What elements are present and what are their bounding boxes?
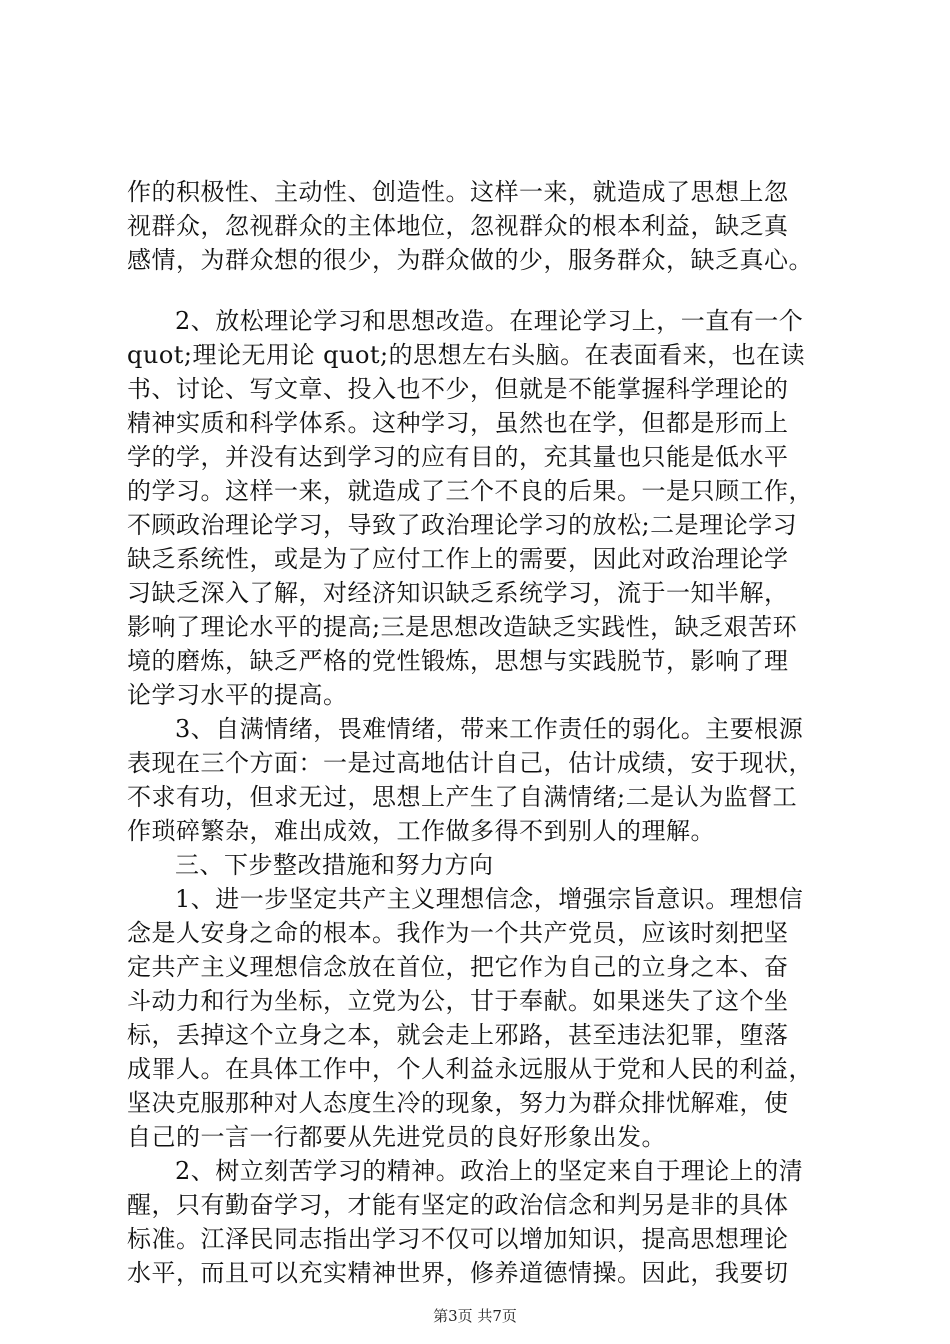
text-line: 3、自满情绪，畏难情绪，带来工作责任的弱化。主要根源 — [175, 715, 804, 743]
text-line: 缺乏系统性，或是为了应付工作上的需要，因此对政治理论学 — [127, 545, 789, 573]
text-line: 自己的一言一行都要从先进党员的良好形象出发。 — [127, 1123, 666, 1151]
text-line: 境的磨炼，缺乏严格的党性锻炼，思想与实践脱节，影响了理 — [127, 647, 789, 675]
text-line: 习缺乏深入了解，对经济知识缺乏系统学习，流于一知半解， — [127, 579, 789, 607]
text-line: 念是人安身之命的根本。我作为一个共产党员，应该时刻把坚 — [127, 919, 789, 947]
text-line: 不顾政治理论学习，导致了政治理论学习的放松;二是理论学习 — [127, 511, 798, 539]
text-line: 视群众，忽视群众的主体地位，忽视群众的根本利益，缺乏真 — [127, 212, 789, 240]
text-line: 书、讨论、写文章、投入也不少，但就是不能掌握科学理论的 — [127, 375, 789, 403]
text-line: 标准。江泽民同志指出学习不仅可以增加知识，提高思想理论 — [127, 1225, 789, 1253]
text-line: 的学习。这样一来，就造成了三个不良的后果。一是只顾工作， — [127, 477, 813, 505]
text-line: 不求有功，但求无过，思想上产生了自满情绪;二是认为监督工 — [127, 783, 798, 811]
text-line: 影响了理论水平的提高;三是思想改造缺乏实践性，缺乏艰苦环 — [127, 613, 798, 641]
page-number: 第3页 共7页 — [433, 1307, 517, 1325]
text-line: 成罪人。在具体工作中，个人利益永远服从于党和人民的利益， — [127, 1055, 813, 1083]
text-line: 醒，只有勤奋学习，才能有坚定的政治信念和判另是非的具体 — [127, 1191, 789, 1219]
text-line: 作琐碎繁杂，难出成效，工作做多得不到别人的理解。 — [127, 817, 715, 845]
text-line: 精神实质和科学体系。这种学习，虽然也在学，但都是形而上 — [127, 409, 789, 437]
text-line: 表现在三个方面：一是过高地估计自己，估计成绩，安于现状， — [127, 749, 813, 777]
text-line: 感情，为群众想的很少，为群众做的少，服务群众，缺乏真心。 — [127, 246, 813, 274]
text-line: 定共产主义理想信念放在首位，把它作为自己的立身之本、奋 — [127, 953, 789, 981]
text-line: 坚决克服那种对人态度生冷的现象，努力为群众排忧解难，使 — [127, 1089, 789, 1117]
text-line: 1、进一步坚定共产主义理想信念，增强宗旨意识。理想信 — [175, 885, 804, 913]
text-line: 学的学，并没有达到学习的应有目的，充其量也只能是低水平 — [127, 443, 789, 471]
text-line: 水平，而且可以充实精神世界，修养道德情操。因此，我要切 — [127, 1259, 789, 1287]
text-line: 2、树立刻苦学习的精神。政治上的坚定来自于理论上的清 — [175, 1157, 804, 1185]
text-line: 2、放松理论学习和思想改造。在理论学习上，一直有一个 — [175, 307, 804, 335]
section-heading: 三、下步整改措施和努力方向 — [175, 851, 494, 879]
text-line: 标，丢掉这个立身之本，就会走上邪路，甚至违法犯罪，堕落 — [127, 1021, 789, 1049]
text-line: 论学习水平的提高。 — [127, 681, 348, 709]
text-line: 作的积极性、主动性、创造性。这样一来，就造成了思想上忽 — [127, 178, 789, 206]
text-line: quot;理论无用论 quot;的思想左右头脑。在表面看来，也在读 — [127, 341, 806, 369]
text-line: 斗动力和行为坐标，立党为公，甘于奉献。如果迷失了这个坐 — [127, 987, 789, 1015]
